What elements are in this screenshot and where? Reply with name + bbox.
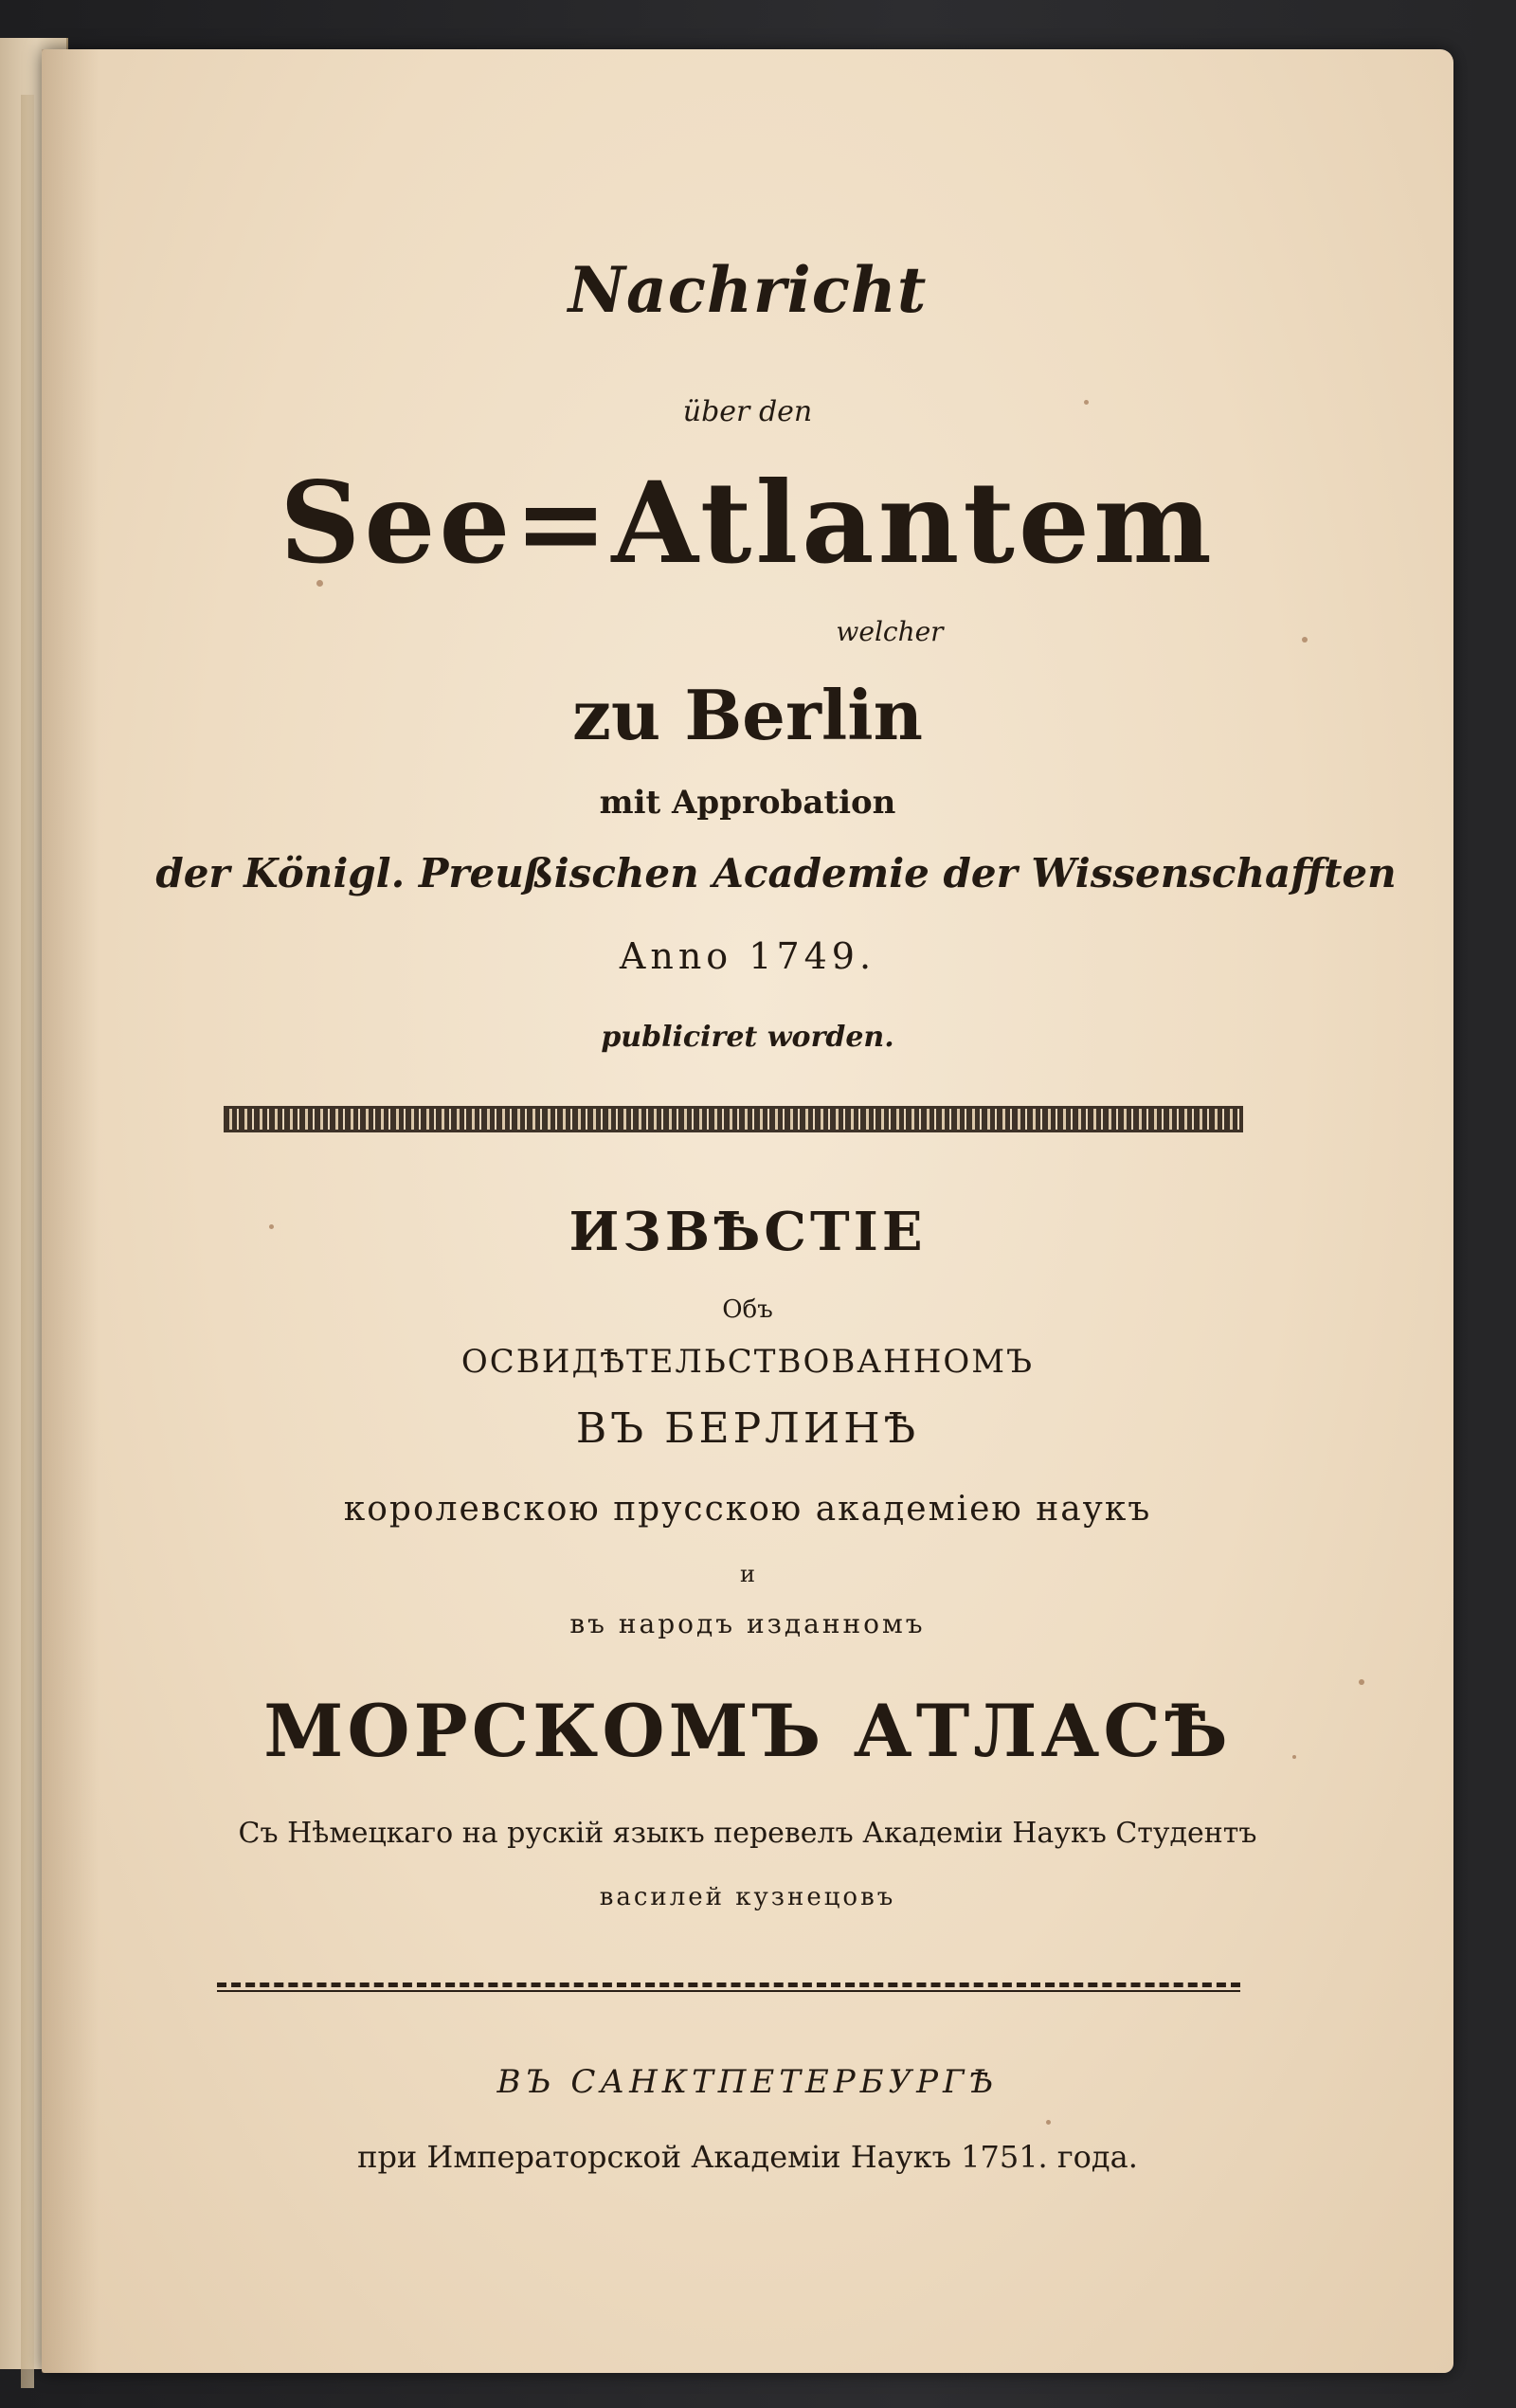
title-morskom-atlase: МОРСКОМЪ АТЛАСѢ xyxy=(263,1689,1232,1773)
binding-edge xyxy=(21,95,34,2388)
text-imprint: при Императорской Академіи Наукъ 1751. года. xyxy=(357,2139,1138,2175)
plain-divider-underline xyxy=(217,1990,1240,1992)
text-osvidetelstvovannom: ОСВИДѢТЕЛЬСТВОВАННОМЪ xyxy=(460,1343,1035,1381)
title-nachricht: Nachricht xyxy=(568,253,928,327)
text-welcher: welcher xyxy=(836,616,944,647)
text-korolevskoyu: королевскою прусскою академіею наукъ xyxy=(343,1490,1152,1529)
text-academie: der Königl. Preußischen Academie der Wissenschafften xyxy=(155,850,1397,896)
text-i: и xyxy=(740,1561,755,1587)
title-izvestie: ИЗВѢСТІЕ xyxy=(568,1201,927,1263)
foxing-spot xyxy=(1359,1679,1364,1685)
plain-divider xyxy=(217,1983,1240,1987)
title-zu-berlin: zu Berlin xyxy=(572,675,923,755)
foxing-spot xyxy=(1046,2120,1051,2125)
title-see-atlantem: See=Atlantem xyxy=(280,457,1216,588)
text-publiciret: publiciret worden. xyxy=(601,1021,894,1054)
text-ob: Объ xyxy=(722,1295,773,1324)
text-v-berline: ВЪ БЕРЛИНѢ xyxy=(575,1404,920,1453)
text-mit-approbation: mit Approbation xyxy=(599,784,896,822)
text-anno: Anno 1749. xyxy=(619,935,876,977)
text-translator-line: Съ Нѣмецкаго на рускій языкъ перевелъ Академіи Наукъ Студентъ xyxy=(238,1817,1257,1850)
title-page xyxy=(42,49,1453,2373)
text-v-narod: въ народъ изданномъ xyxy=(569,1608,926,1639)
ornamental-divider xyxy=(224,1106,1243,1132)
text-translator-name: василей кузнецовъ xyxy=(599,1883,896,1911)
text-place: ВЪ САНКТПЕТЕРБУРГѢ xyxy=(496,2063,999,2101)
text-uber-den: über den xyxy=(682,395,813,428)
